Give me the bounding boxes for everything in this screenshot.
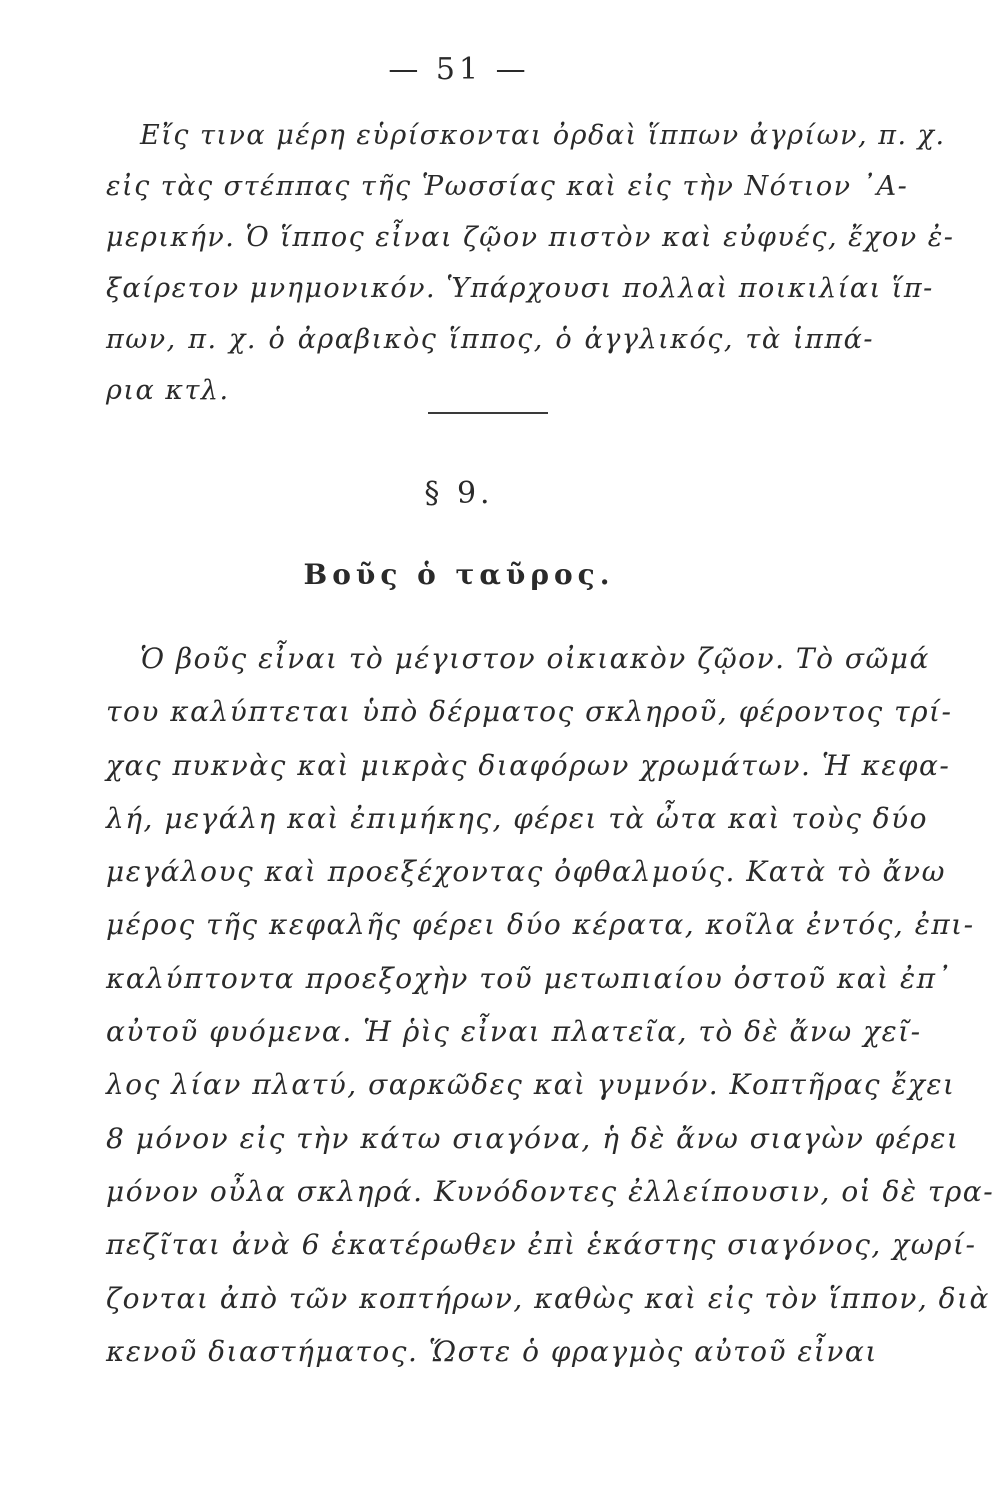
text-line: ζονται ἀπὸ τῶν κοπτήρων, καθὼς καὶ εἰς τὸν ἵππον, διὰ xyxy=(106,1281,990,1315)
text-line: Ὁ βοῦς εἶναι τὸ μέγιστον οἰκιακὸν ζῷον. Τὸ σῶμά xyxy=(140,642,930,675)
text-line: Εἴς τινα μέρη εὑρίσκονται ὀρδαὶ ἵππων ἀγρίων, π. χ. xyxy=(140,120,946,151)
text-line: καλύπτοντα προεξοχὴν τοῦ μετωπιαίου ὀστοῦ καὶ ἐπ᾿ xyxy=(106,961,952,995)
text-line: κενοῦ διαστήματος. Ὥστε ὁ φραγμὸς αὐτοῦ εἶναι xyxy=(106,1334,878,1368)
text-line: 8 μόνον εἰς τὴν κάτω σιαγόνα, ἡ δὲ ἄνω σιαγὼν φέρει xyxy=(106,1121,960,1155)
text-line: μεγάλους καὶ προεξέχοντας ὀφθαλμούς. Κατὰ τὸ ἄνω xyxy=(106,855,946,889)
section-number: § 9. xyxy=(424,476,494,511)
section-title: Βοῦς ὁ ταῦρος. xyxy=(303,558,615,591)
text-line: μέρος τῆς κεφαλῆς φέρει δύο κέρατα, κοῖλα ἐντός, ἐπι- xyxy=(106,908,975,942)
paragraph-ox xyxy=(106,632,994,1378)
section-divider-rule xyxy=(428,412,548,414)
text-line: ρια κτλ. xyxy=(106,375,230,406)
text-line: μερικήν. Ὁ ἵππος εἶναι ζῷον πιστὸν καὶ εὐφυές, ἔχον ἐ- xyxy=(106,222,955,253)
text-line: χας πυκνὰς καὶ μικρὰς διαφόρων χρωμάτων. Ἡ κεφα- xyxy=(106,748,951,782)
paragraph-horse-ending xyxy=(106,110,955,416)
text-line: λή, μεγάλη καὶ ἐπιμήκης, φέρει τὰ ὦτα καὶ τοὺς δύο xyxy=(106,801,929,835)
text-line: πεζῖται ἀνὰ 6 ἑκατέρωθεν ἐπὶ ἑκάστης σιαγόνος, χωρί- xyxy=(106,1228,977,1262)
page-number: — 51 — xyxy=(388,52,530,87)
text-line: μόνον οὖλα σκληρά. Κυνόδοντες ἐλλείπουσιν, οἱ δὲ τρα- xyxy=(106,1174,994,1208)
text-line: αὐτοῦ φυόμενα. Ἡ ῥὶς εἶναι πλατεῖα, τὸ δὲ ἄνω χεῖ- xyxy=(106,1015,922,1049)
text-line: λος λίαν πλατύ, σαρκῶδες καὶ γυμνόν. Κοπτῆρας ἔχει xyxy=(106,1068,956,1102)
text-line: του καλύπτεται ὑπὸ δέρματος σκληροῦ, φέροντος τρί- xyxy=(106,695,953,729)
text-line: ξαίρετον μνημονικόν. Ὑπάρχουσι πολλαὶ ποικιλίαι ἵπ- xyxy=(106,273,934,304)
text-line: πων, π. χ. ὁ ἀραβικὸς ἵππος, ὁ ἀγγλικός, τὰ ἱππά- xyxy=(106,324,874,355)
text-line: εἰς τὰς στέππας τῆς Ῥωσσίας καὶ εἰς τὴν Νότιον ᾿Α- xyxy=(106,171,909,202)
